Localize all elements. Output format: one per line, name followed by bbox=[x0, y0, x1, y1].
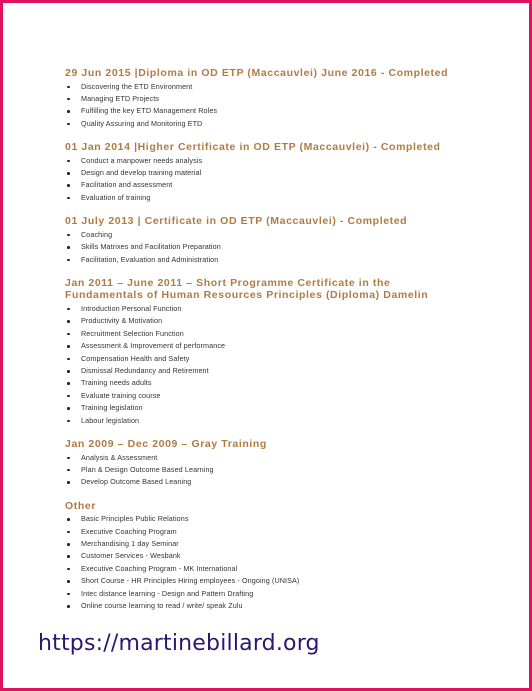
section-higher-certificate bbox=[65, 141, 460, 204]
list-item: Basic Principles Public Relations bbox=[65, 513, 460, 525]
bullet-list bbox=[65, 513, 460, 612]
list-item: Productivity & Motivation bbox=[65, 315, 460, 327]
list-item: Training legislation bbox=[65, 402, 460, 414]
bullet-list bbox=[65, 81, 460, 131]
list-item: Design and develop training material bbox=[65, 167, 460, 179]
watermark-url: https://martinebillard.org bbox=[38, 631, 320, 656]
list-item: Managing ETD Projects bbox=[65, 93, 460, 105]
list-item: Analysis & Assessment bbox=[65, 452, 460, 464]
section-heading: Jan 2009 – Dec 2009 – Gray Training bbox=[65, 438, 267, 451]
section-hr-principles bbox=[65, 277, 460, 427]
document-page bbox=[3, 3, 529, 688]
bullet-list bbox=[65, 303, 460, 427]
section-certificate-od-etp bbox=[65, 215, 460, 266]
list-item: Online course learning to read / write/ speak Zulu bbox=[65, 600, 460, 612]
list-item: Coaching bbox=[65, 229, 460, 241]
bullet-list bbox=[65, 229, 460, 266]
list-item: Labour legislation bbox=[65, 415, 460, 427]
section-other bbox=[65, 500, 460, 613]
list-item: Evaluation of training bbox=[65, 192, 460, 204]
list-item: Dismissal Redundancy and Retirement bbox=[65, 365, 460, 377]
section-heading: Jan 2011 – June 2011 – Short Programme Certificate in the Fundamentals of Human Resources Principles (Diploma) Damelin bbox=[65, 276, 429, 302]
bullet-list bbox=[65, 452, 460, 489]
section-heading: 01 Jan 2014 |Higher Certificate in OD ETP (Maccauvlei) - Completed bbox=[65, 141, 441, 154]
list-item: Recruitment Selection Function bbox=[65, 328, 460, 340]
list-item: Skills Matrixes and Facilitation Preparation bbox=[65, 241, 460, 253]
section-heading: 29 Jun 2015 |Diploma in OD ETP (Maccauvlei) June 2016 - Completed bbox=[65, 67, 449, 79]
list-item: Facilitation and assessment bbox=[65, 179, 460, 191]
list-item: Discovering the ETD Environment bbox=[65, 81, 460, 93]
list-item: Training needs adults bbox=[65, 377, 460, 389]
section-diploma-od-etp bbox=[65, 67, 460, 130]
list-item: Executive Coaching Program bbox=[65, 526, 460, 538]
list-item: Develop Outcome Based Leaning bbox=[65, 476, 460, 488]
list-item: Merchandising 1 day Seminar bbox=[65, 538, 460, 550]
list-item: Quality Assuring and Monitoring ETD bbox=[65, 118, 460, 130]
list-item: Fulfilling the key ETD Management Roles bbox=[65, 105, 460, 117]
section-gray-training bbox=[65, 438, 460, 489]
list-item: Facilitation, Evaluation and Administration bbox=[65, 254, 460, 266]
list-item: Intec distance learning - Design and Pattern Drafting bbox=[65, 588, 460, 600]
list-item: Compensation Health and Safety bbox=[65, 353, 460, 365]
list-item: Evaluate training course bbox=[65, 390, 460, 402]
list-item: Conduct a manpower needs analysis bbox=[65, 155, 460, 167]
list-item: Customer Services - Wesbank bbox=[65, 550, 460, 562]
section-heading: 01 July 2013 | Certificate in OD ETP (Maccauvlei) - Completed bbox=[65, 215, 408, 228]
list-item: Short Course - HR Principles Hiring employees - Ongoing (UNISA) bbox=[65, 575, 460, 587]
list-item: Introduction Personal Function bbox=[65, 303, 460, 315]
bullet-list bbox=[65, 155, 460, 205]
education-list bbox=[65, 67, 460, 624]
list-item: Executive Coaching Program - MK International bbox=[65, 563, 460, 575]
section-heading: Other bbox=[65, 499, 97, 512]
list-item: Assessment & Improvement of performance bbox=[65, 340, 460, 352]
list-item: Plan & Design Outcome Based Learning bbox=[65, 464, 460, 476]
